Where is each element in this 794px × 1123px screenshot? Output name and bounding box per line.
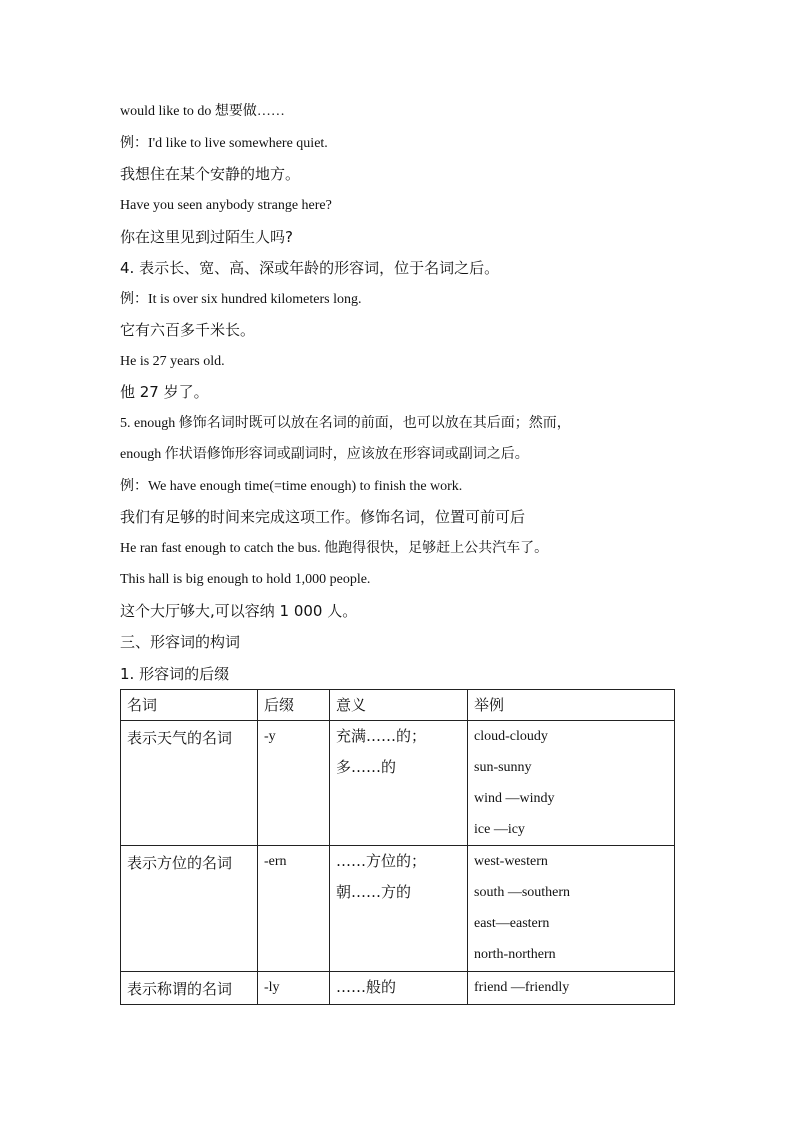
suffix-cell: [258, 721, 330, 846]
suffix-cell: [258, 972, 330, 1005]
suffix-cell: [258, 846, 330, 972]
example-text: sun-sunny: [474, 760, 532, 775]
meaning-text: ……般的: [336, 978, 397, 996]
meaning-text: 朝……方的: [336, 883, 412, 901]
example-text: south —southern: [474, 885, 571, 900]
text-line-example-2: Have you seen anybody strange here?: [120, 198, 332, 213]
text-line-example-1: 例：I'd like to live somewhere quiet.: [120, 136, 328, 151]
suffix-text: -y: [264, 729, 276, 744]
example-text: west-western: [474, 854, 548, 869]
text-line-translation-4: 他 27 岁了。: [120, 383, 209, 401]
examples-cell: [468, 846, 675, 972]
adjective-suffix-table: [120, 689, 675, 1005]
examples-cell: [468, 972, 675, 1005]
noun-cell: [121, 972, 258, 1005]
text-line-example-5: 例：We have enough time(=time enough) to finish the work.: [120, 479, 463, 494]
meaning-text: 充满……的；: [336, 727, 427, 745]
examples-cell: [468, 721, 675, 846]
rule-5-continued: enough 作状语修饰形容词或副词时，应该放在形容词或副词之后。: [120, 447, 529, 462]
text-line-example-3: 例：It is over six hundred kilometers long.: [120, 292, 362, 307]
meaning-text: ……方位的；: [336, 852, 427, 870]
text-line-would-like: would like to do 想要做……: [120, 104, 285, 119]
text-line-translation-2: 你在这里见到过陌生人吗?: [120, 228, 293, 246]
text-line-example-7: This hall is big enough to hold 1,000 people.: [120, 572, 371, 587]
subsection-1-heading: 1. 形容词的后缀: [120, 665, 230, 683]
text-line-example-4: He is 27 years old.: [120, 354, 225, 369]
noun-text: 表示方位的名词: [127, 854, 233, 872]
rule-4-heading: 4. 表示长、宽、高、深或年龄的形容词，位于名词之后。: [120, 259, 500, 277]
example-text: ice —icy: [474, 822, 525, 837]
example-text: cloud-cloudy: [474, 729, 548, 744]
section-3-heading: 三、形容词的构词: [120, 633, 241, 651]
table-header-cell: 意义: [330, 690, 468, 721]
text-line-translation-7: 这个大厅够大,可以容纳 1 000 人。: [120, 602, 358, 620]
meaning-cell: [330, 972, 468, 1005]
meaning-cell: [330, 846, 468, 972]
noun-cell: [121, 846, 258, 972]
table-row: [121, 721, 675, 846]
table-row: [121, 972, 675, 1005]
table-header-cell: 后缀: [258, 690, 330, 721]
text-line-translation-1: 我想住在某个安静的地方。: [120, 165, 301, 183]
table-header-cell: 名词: [121, 690, 258, 721]
noun-cell: [121, 721, 258, 846]
table-header-row: [121, 690, 675, 721]
suffix-text: -ern: [264, 854, 287, 869]
table-row: [121, 846, 675, 972]
example-text: friend —friendly: [474, 980, 570, 995]
example-text: east—eastern: [474, 916, 550, 931]
example-text: wind —windy: [474, 791, 555, 806]
rule-5-heading: 5. enough 修饰名词时既可以放在名词的前面，也可以放在其后面；然而，: [120, 416, 571, 431]
meaning-cell: [330, 721, 468, 846]
text-line-translation-5: 我们有足够的时间来完成这项工作。修饰名词，位置可前可后: [120, 508, 526, 526]
noun-text: 表示天气的名词: [127, 729, 233, 747]
text-line-example-6: He ran fast enough to catch the bus. 他跑得很快，足够赶上公共汽车了。: [120, 541, 549, 556]
text-line-translation-3: 它有六百多千米长。: [120, 321, 256, 339]
table-header-cell: 举例: [468, 690, 675, 721]
meaning-text: 多……的: [336, 758, 397, 776]
example-text: north-northern: [474, 947, 556, 962]
noun-text: 表示称谓的名词: [127, 980, 233, 998]
suffix-text: -ly: [264, 980, 280, 995]
